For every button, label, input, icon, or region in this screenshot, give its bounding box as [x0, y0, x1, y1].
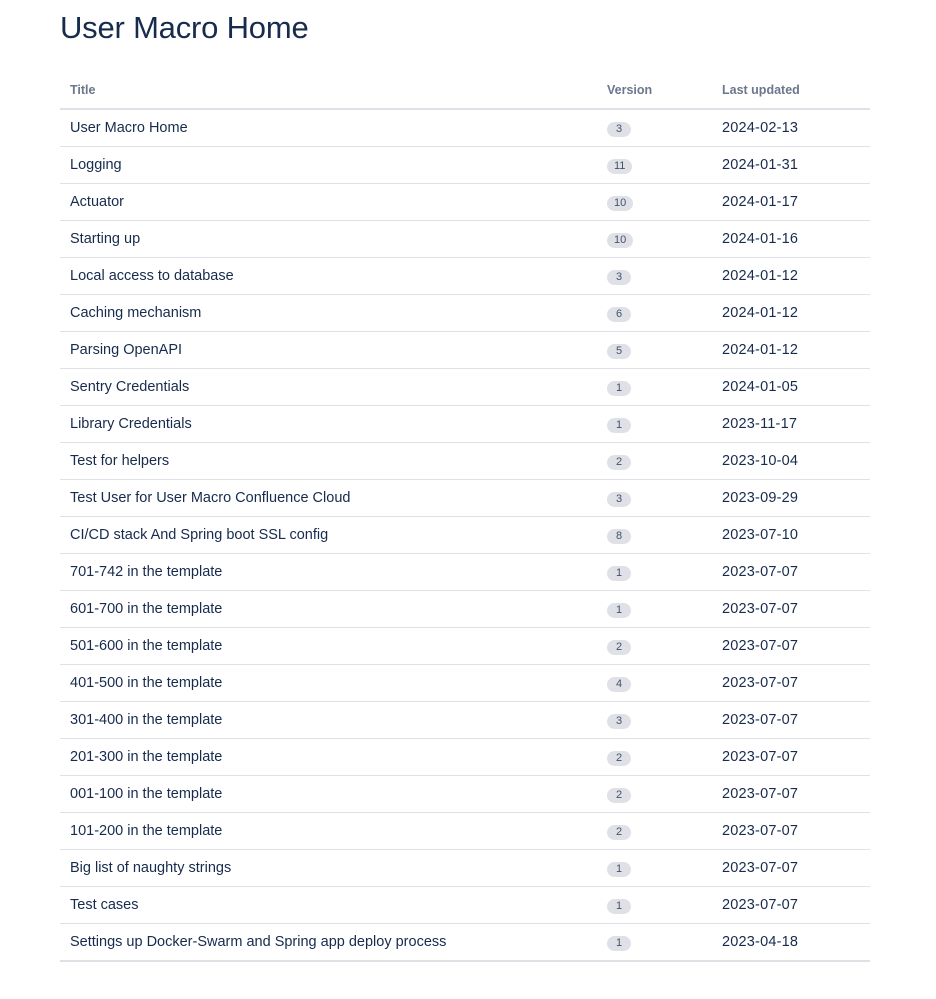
table-row — [60, 776, 870, 813]
page-title-link[interactable]: Local access to database — [70, 268, 234, 284]
page-title-link[interactable]: Sentry Credentials — [70, 379, 190, 395]
version-badge: 5 — [607, 344, 631, 359]
title-cell — [60, 406, 597, 443]
last-updated-cell: 2024-01-12 — [712, 295, 870, 332]
last-updated-cell: 2023-07-07 — [712, 813, 870, 850]
table-row — [60, 887, 870, 924]
title-cell — [60, 517, 597, 554]
table-row — [60, 258, 870, 295]
last-updated-cell: 2023-07-07 — [712, 554, 870, 591]
last-updated-cell: 2023-07-07 — [712, 665, 870, 702]
title-cell — [60, 739, 597, 776]
version-cell — [597, 332, 712, 369]
last-updated-cell: 2023-07-10 — [712, 517, 870, 554]
title-cell — [60, 554, 597, 591]
title-cell — [60, 776, 597, 813]
page-title-link[interactable]: Starting up — [70, 231, 141, 247]
version-cell — [597, 184, 712, 221]
last-updated-cell: 2023-07-07 — [712, 591, 870, 628]
title-cell — [60, 443, 597, 480]
version-cell — [597, 554, 712, 591]
version-cell — [597, 258, 712, 295]
version-cell — [597, 739, 712, 776]
version-badge: 3 — [607, 270, 631, 285]
version-cell — [597, 480, 712, 517]
last-updated-cell: 2023-07-07 — [712, 850, 870, 887]
page-title-link[interactable]: Test for helpers — [70, 453, 170, 469]
title-cell — [60, 887, 597, 924]
last-updated-cell: 2024-01-17 — [712, 184, 870, 221]
page-title-link[interactable]: Library Credentials — [70, 416, 192, 432]
version-badge: 2 — [607, 751, 631, 766]
version-badge: 10 — [607, 233, 633, 248]
page-title-link[interactable]: 601-700 in the template — [70, 601, 223, 617]
table-row — [60, 369, 870, 406]
version-cell — [597, 443, 712, 480]
version-badge: 1 — [607, 381, 631, 396]
version-cell — [597, 406, 712, 443]
column-header-last-updated[interactable]: Last updated — [712, 72, 870, 109]
version-cell — [597, 109, 712, 147]
version-badge: 11 — [607, 159, 632, 174]
last-updated-cell: 2023-04-18 — [712, 924, 870, 962]
title-cell — [60, 628, 597, 665]
title-cell — [60, 591, 597, 628]
page-title-link[interactable]: Big list of naughty strings — [70, 860, 232, 876]
version-cell — [597, 147, 712, 184]
version-cell — [597, 776, 712, 813]
last-updated-cell: 2024-01-12 — [712, 258, 870, 295]
pages-table — [60, 72, 870, 962]
title-cell — [60, 813, 597, 850]
table-row — [60, 702, 870, 739]
title-cell — [60, 665, 597, 702]
title-cell — [60, 369, 597, 406]
version-cell — [597, 295, 712, 332]
page-title-link[interactable]: Caching mechanism — [70, 305, 202, 321]
table-row — [60, 517, 870, 554]
table-row — [60, 443, 870, 480]
last-updated-cell: 2023-07-07 — [712, 887, 870, 924]
page-title-link[interactable]: 701-742 in the template — [70, 564, 223, 580]
table-row — [60, 924, 870, 962]
title-cell — [60, 221, 597, 258]
page-title-link[interactable]: 401-500 in the template — [70, 675, 223, 691]
title-cell — [60, 147, 597, 184]
page-title-link[interactable]: 201-300 in the template — [70, 749, 223, 765]
table-row — [60, 147, 870, 184]
table-row — [60, 739, 870, 776]
page-title-link[interactable]: Actuator — [70, 194, 124, 210]
last-updated-cell: 2023-11-17 — [712, 406, 870, 443]
page-title-link[interactable]: Logging — [70, 157, 122, 173]
version-cell — [597, 628, 712, 665]
table-row — [60, 109, 870, 147]
title-cell — [60, 295, 597, 332]
version-cell — [597, 813, 712, 850]
table-body — [60, 109, 870, 961]
page-title-link[interactable]: 301-400 in the template — [70, 712, 223, 728]
title-cell — [60, 702, 597, 739]
version-cell — [597, 517, 712, 554]
version-badge: 3 — [607, 492, 631, 507]
page-title-link[interactable]: 501-600 in the template — [70, 638, 223, 654]
last-updated-cell: 2024-01-12 — [712, 332, 870, 369]
column-header-version[interactable]: Version — [597, 72, 712, 109]
version-badge: 3 — [607, 122, 631, 137]
version-cell — [597, 850, 712, 887]
version-cell — [597, 924, 712, 962]
last-updated-cell: 2024-01-05 — [712, 369, 870, 406]
table-row — [60, 332, 870, 369]
version-cell — [597, 887, 712, 924]
page-title-link[interactable]: User Macro Home — [70, 120, 188, 136]
page-title-link[interactable]: CI/CD stack And Spring boot SSL config — [70, 527, 329, 543]
version-badge: 3 — [607, 714, 631, 729]
version-cell — [597, 702, 712, 739]
title-cell — [60, 332, 597, 369]
version-cell — [597, 221, 712, 258]
version-cell — [597, 591, 712, 628]
title-cell — [60, 258, 597, 295]
page-title-link[interactable]: 101-200 in the template — [70, 823, 223, 839]
table-row — [60, 813, 870, 850]
table-row — [60, 665, 870, 702]
version-cell — [597, 369, 712, 406]
version-cell — [597, 665, 712, 702]
version-badge: 8 — [607, 529, 631, 544]
version-badge: 1 — [607, 899, 631, 914]
table-row — [60, 480, 870, 517]
version-badge: 1 — [607, 603, 631, 618]
title-cell — [60, 480, 597, 517]
version-badge: 1 — [607, 936, 631, 951]
last-updated-cell: 2024-01-31 — [712, 147, 870, 184]
table-header-row — [60, 72, 870, 109]
last-updated-cell: 2024-02-13 — [712, 109, 870, 147]
page-title-link[interactable]: Parsing OpenAPI — [70, 342, 183, 358]
table-row — [60, 406, 870, 443]
column-header-title[interactable]: Title — [60, 72, 597, 109]
version-badge: 2 — [607, 825, 631, 840]
version-badge: 6 — [607, 307, 631, 322]
page-title-link[interactable]: Test cases — [70, 897, 139, 913]
table-row — [60, 850, 870, 887]
last-updated-cell: 2023-07-07 — [712, 628, 870, 665]
version-badge: 1 — [607, 566, 631, 581]
version-badge: 2 — [607, 788, 631, 803]
table-row — [60, 221, 870, 258]
last-updated-cell: 2023-07-07 — [712, 739, 870, 776]
last-updated-cell: 2023-09-29 — [712, 480, 870, 517]
title-cell — [60, 850, 597, 887]
table-row — [60, 184, 870, 221]
version-badge: 2 — [607, 455, 631, 470]
version-badge: 2 — [607, 640, 631, 655]
page-title-link[interactable]: 001-100 in the template — [70, 786, 223, 802]
table-row — [60, 591, 870, 628]
title-cell — [60, 109, 597, 147]
version-badge: 4 — [607, 677, 631, 692]
last-updated-cell: 2023-07-07 — [712, 776, 870, 813]
page-title-link[interactable]: Test User for User Macro Confluence Cloud — [70, 490, 351, 506]
version-badge: 10 — [607, 196, 633, 211]
last-updated-cell: 2023-07-07 — [712, 702, 870, 739]
table-row — [60, 554, 870, 591]
table-row — [60, 628, 870, 665]
last-updated-cell: 2023-10-04 — [712, 443, 870, 480]
page-title: User Macro Home — [60, 10, 309, 45]
title-cell — [60, 924, 597, 962]
page-title-link[interactable]: Settings up Docker-Swarm and Spring app deploy process — [70, 934, 447, 950]
version-badge: 1 — [607, 418, 631, 433]
version-badge: 1 — [607, 862, 631, 877]
table-row — [60, 295, 870, 332]
last-updated-cell: 2024-01-16 — [712, 221, 870, 258]
title-cell — [60, 184, 597, 221]
